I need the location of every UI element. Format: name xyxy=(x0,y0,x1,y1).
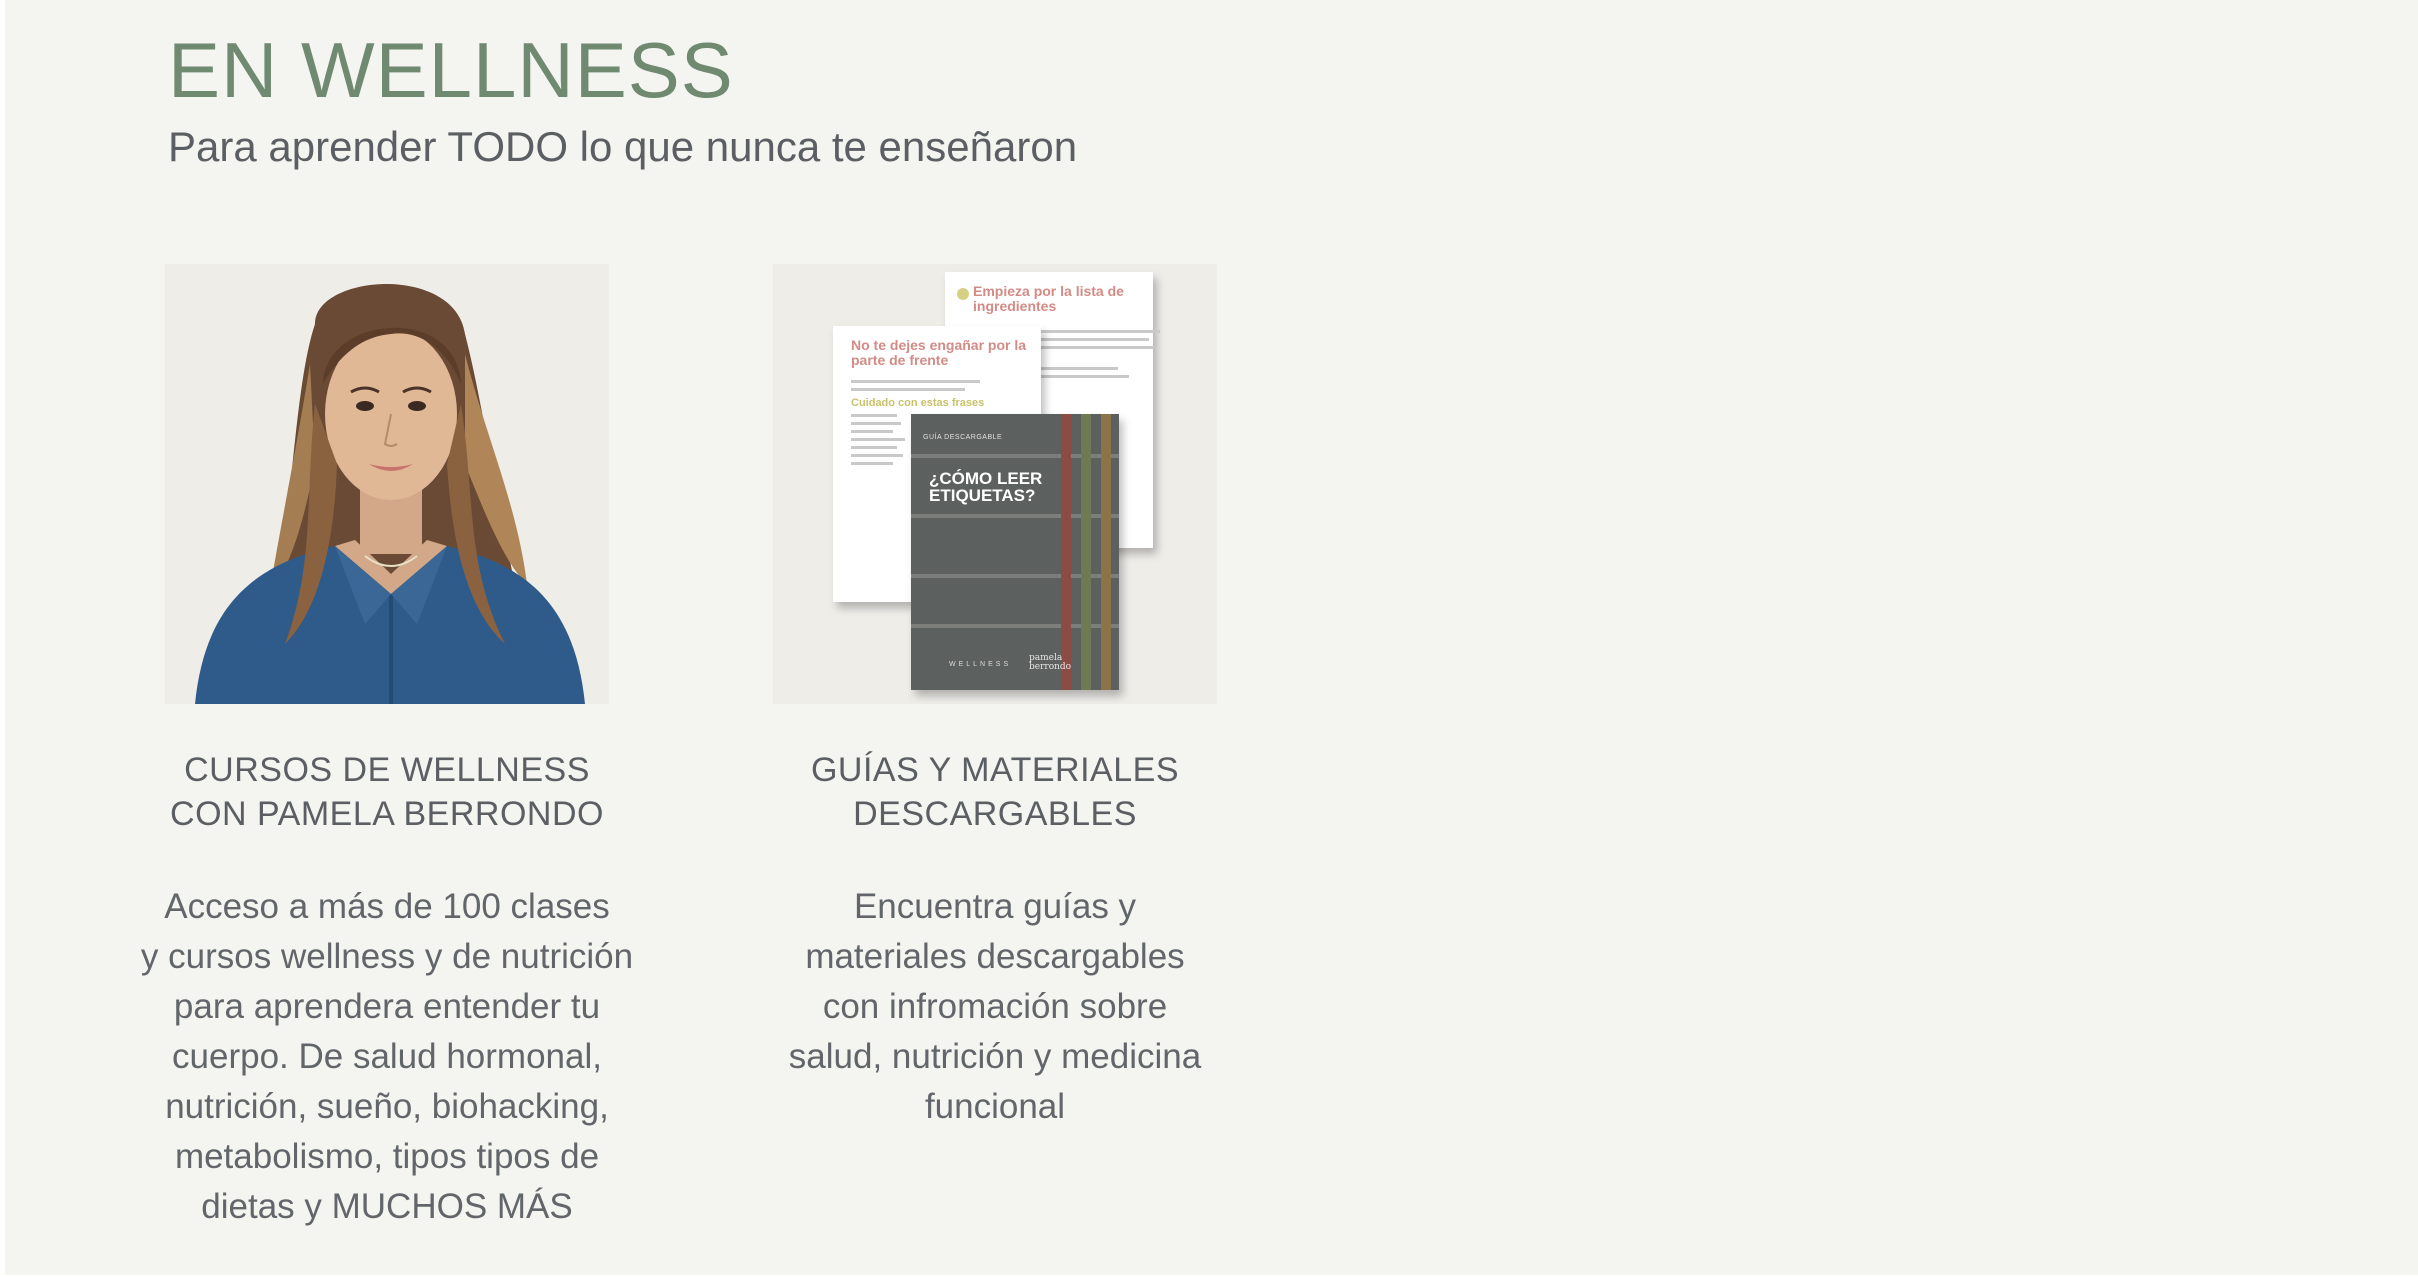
text-line xyxy=(1035,338,1149,341)
guide-page-heading: No te dejes engañar por la parte de frente xyxy=(851,337,1027,368)
courses-card[interactable] xyxy=(127,264,647,1232)
guides-card-description: Encuentra guías y materiales descargables con infromación sobre salud, nutrición y medicina funcional xyxy=(788,887,1202,1126)
text-line xyxy=(851,414,897,417)
section-subtitle: Para aprender TODO lo que nunca te enseñaron xyxy=(168,123,1078,170)
courses-card-description: Acceso a más de 100 clases y cursos wellness y de nutrición para aprendera entender tu cuerpo. De salud hormonal, nutrición, sueño, biohacking, metabolismo, tipos tipos de dietas y MUCHOS MÁS xyxy=(140,887,634,1226)
guide-cover-title: ¿CÓMO LEER ETIQUETAS? xyxy=(929,469,1043,505)
text-line xyxy=(851,422,901,425)
shelf-products xyxy=(1101,414,1111,690)
numbered-bullet-icon xyxy=(957,288,969,300)
guide-page-heading: Empieza por la lista de ingredientes xyxy=(973,283,1124,314)
text-line xyxy=(1035,346,1156,349)
guides-card[interactable] xyxy=(735,264,1255,1132)
text-line xyxy=(851,430,893,433)
guide-cover-kicker: GUÍA DESCARGABLE xyxy=(923,434,1003,441)
guide-page-subheading: Cuidado con estas frases xyxy=(851,397,985,409)
downloadable-guides-image[interactable] xyxy=(773,264,1217,704)
guide-cover xyxy=(911,414,1119,690)
text-line xyxy=(851,438,905,441)
text-line xyxy=(851,454,903,457)
text-line xyxy=(1035,330,1160,333)
text-line xyxy=(851,446,897,449)
shelf-products xyxy=(1081,414,1091,690)
woman-portrait-image[interactable] xyxy=(165,264,609,704)
section-title: EN WELLNESS xyxy=(168,26,734,114)
wellness-section xyxy=(5,0,2418,1275)
guide-cover-brand-logo: pamela berrondo xyxy=(1029,653,1072,672)
guides-card-title: GUÍAS Y MATERIALES DESCARGABLES xyxy=(810,751,1179,833)
text-line xyxy=(1035,367,1118,370)
portrait-illustration xyxy=(165,264,609,704)
shelf-products xyxy=(1061,414,1071,690)
guide-cover-brand-wellness: WELLNESS xyxy=(949,661,1012,668)
text-line xyxy=(1035,375,1129,378)
courses-card-title: CURSOS DE WELLNESS CON PAMELA BERRONDO xyxy=(170,751,604,833)
text-line xyxy=(851,462,893,465)
text-line xyxy=(851,380,980,383)
